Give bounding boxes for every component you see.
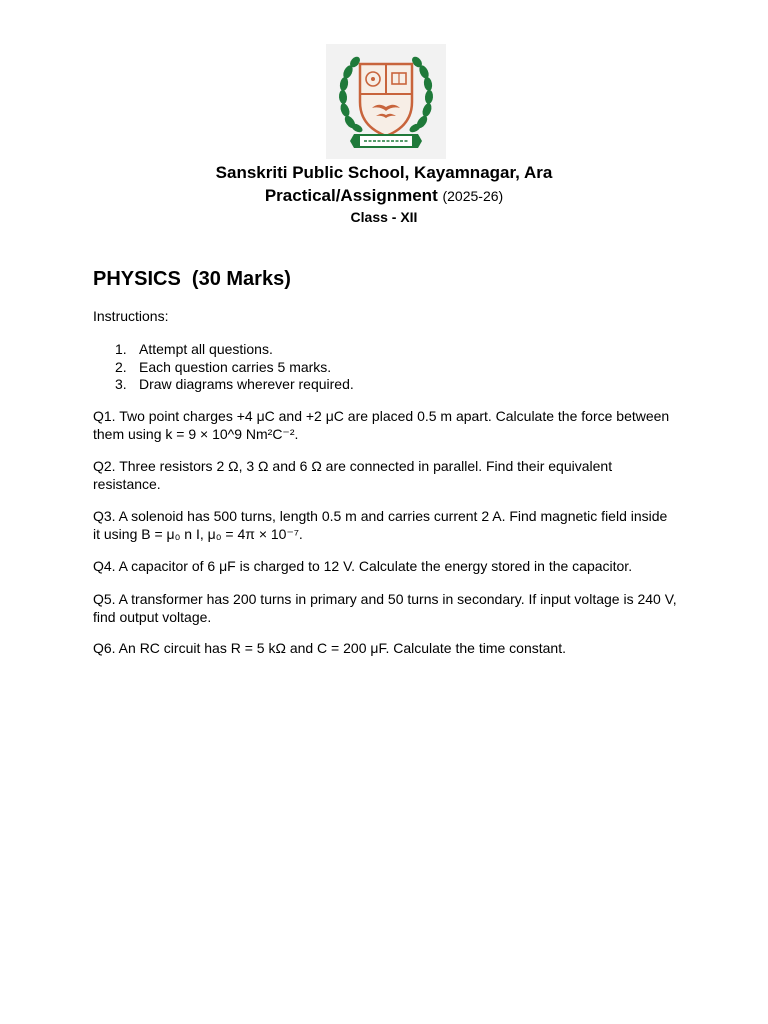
list-item xyxy=(93,341,354,359)
class-label: Class - XII xyxy=(350,209,418,225)
session-year: (2025-26) xyxy=(442,188,504,204)
list-item-text: Draw diagrams wherever required. xyxy=(139,376,354,392)
list-item-number: 2. xyxy=(115,358,127,375)
question-6: Q6. An RC circuit has R = 5 kΩ and C = 200 μF. Calculate the time constant. xyxy=(93,640,566,656)
list-item-text: Attempt all questions. xyxy=(139,341,273,357)
list-item xyxy=(93,359,354,377)
question-2: Q2. Three resistors 2 Ω, 3 Ω and 6 Ω are connected in parallel. Find their equivalent resistance. xyxy=(93,458,613,492)
instructions-label: Instructions: xyxy=(93,308,169,324)
school-logo xyxy=(326,44,446,159)
assignment-title-line xyxy=(0,185,768,207)
school-name: Sanskriti Public School, Kayamnagar, Ara xyxy=(215,163,553,182)
question-4: Q4. A capacitor of 6 μF is charged to 12 V. Calculate the energy stored in the capacitor. xyxy=(93,558,633,574)
list-item xyxy=(93,376,354,394)
list-item-number: 3. xyxy=(115,376,127,392)
subject-heading: PHYSICS (30 Marks) xyxy=(93,268,291,290)
question-3: Q3. A solenoid has 500 turns, length 0.5 m and carries current 2 A. Find magnetic field inside it using B = μ₀ n I, μ₀ = 4π × 10⁻⁷. xyxy=(93,508,668,542)
question-5: Q5. A transformer has 200 turns in primary and 50 turns in secondary. If input voltage is 240 V, find output voltage. xyxy=(93,591,677,625)
list-item-number: 1. xyxy=(115,341,127,357)
question-1: Q1. Two point charges +4 μC and +2 μC are placed 0.5 m apart. Calculate the force between them using k = 9 × 10^9 Nm²C⁻². xyxy=(93,408,670,442)
instructions-list xyxy=(93,341,354,394)
list-item-text: Each question carries 5 marks. xyxy=(139,358,332,375)
school-crest-icon xyxy=(326,44,446,159)
assignment-title: Practical/Assignment xyxy=(264,186,438,205)
